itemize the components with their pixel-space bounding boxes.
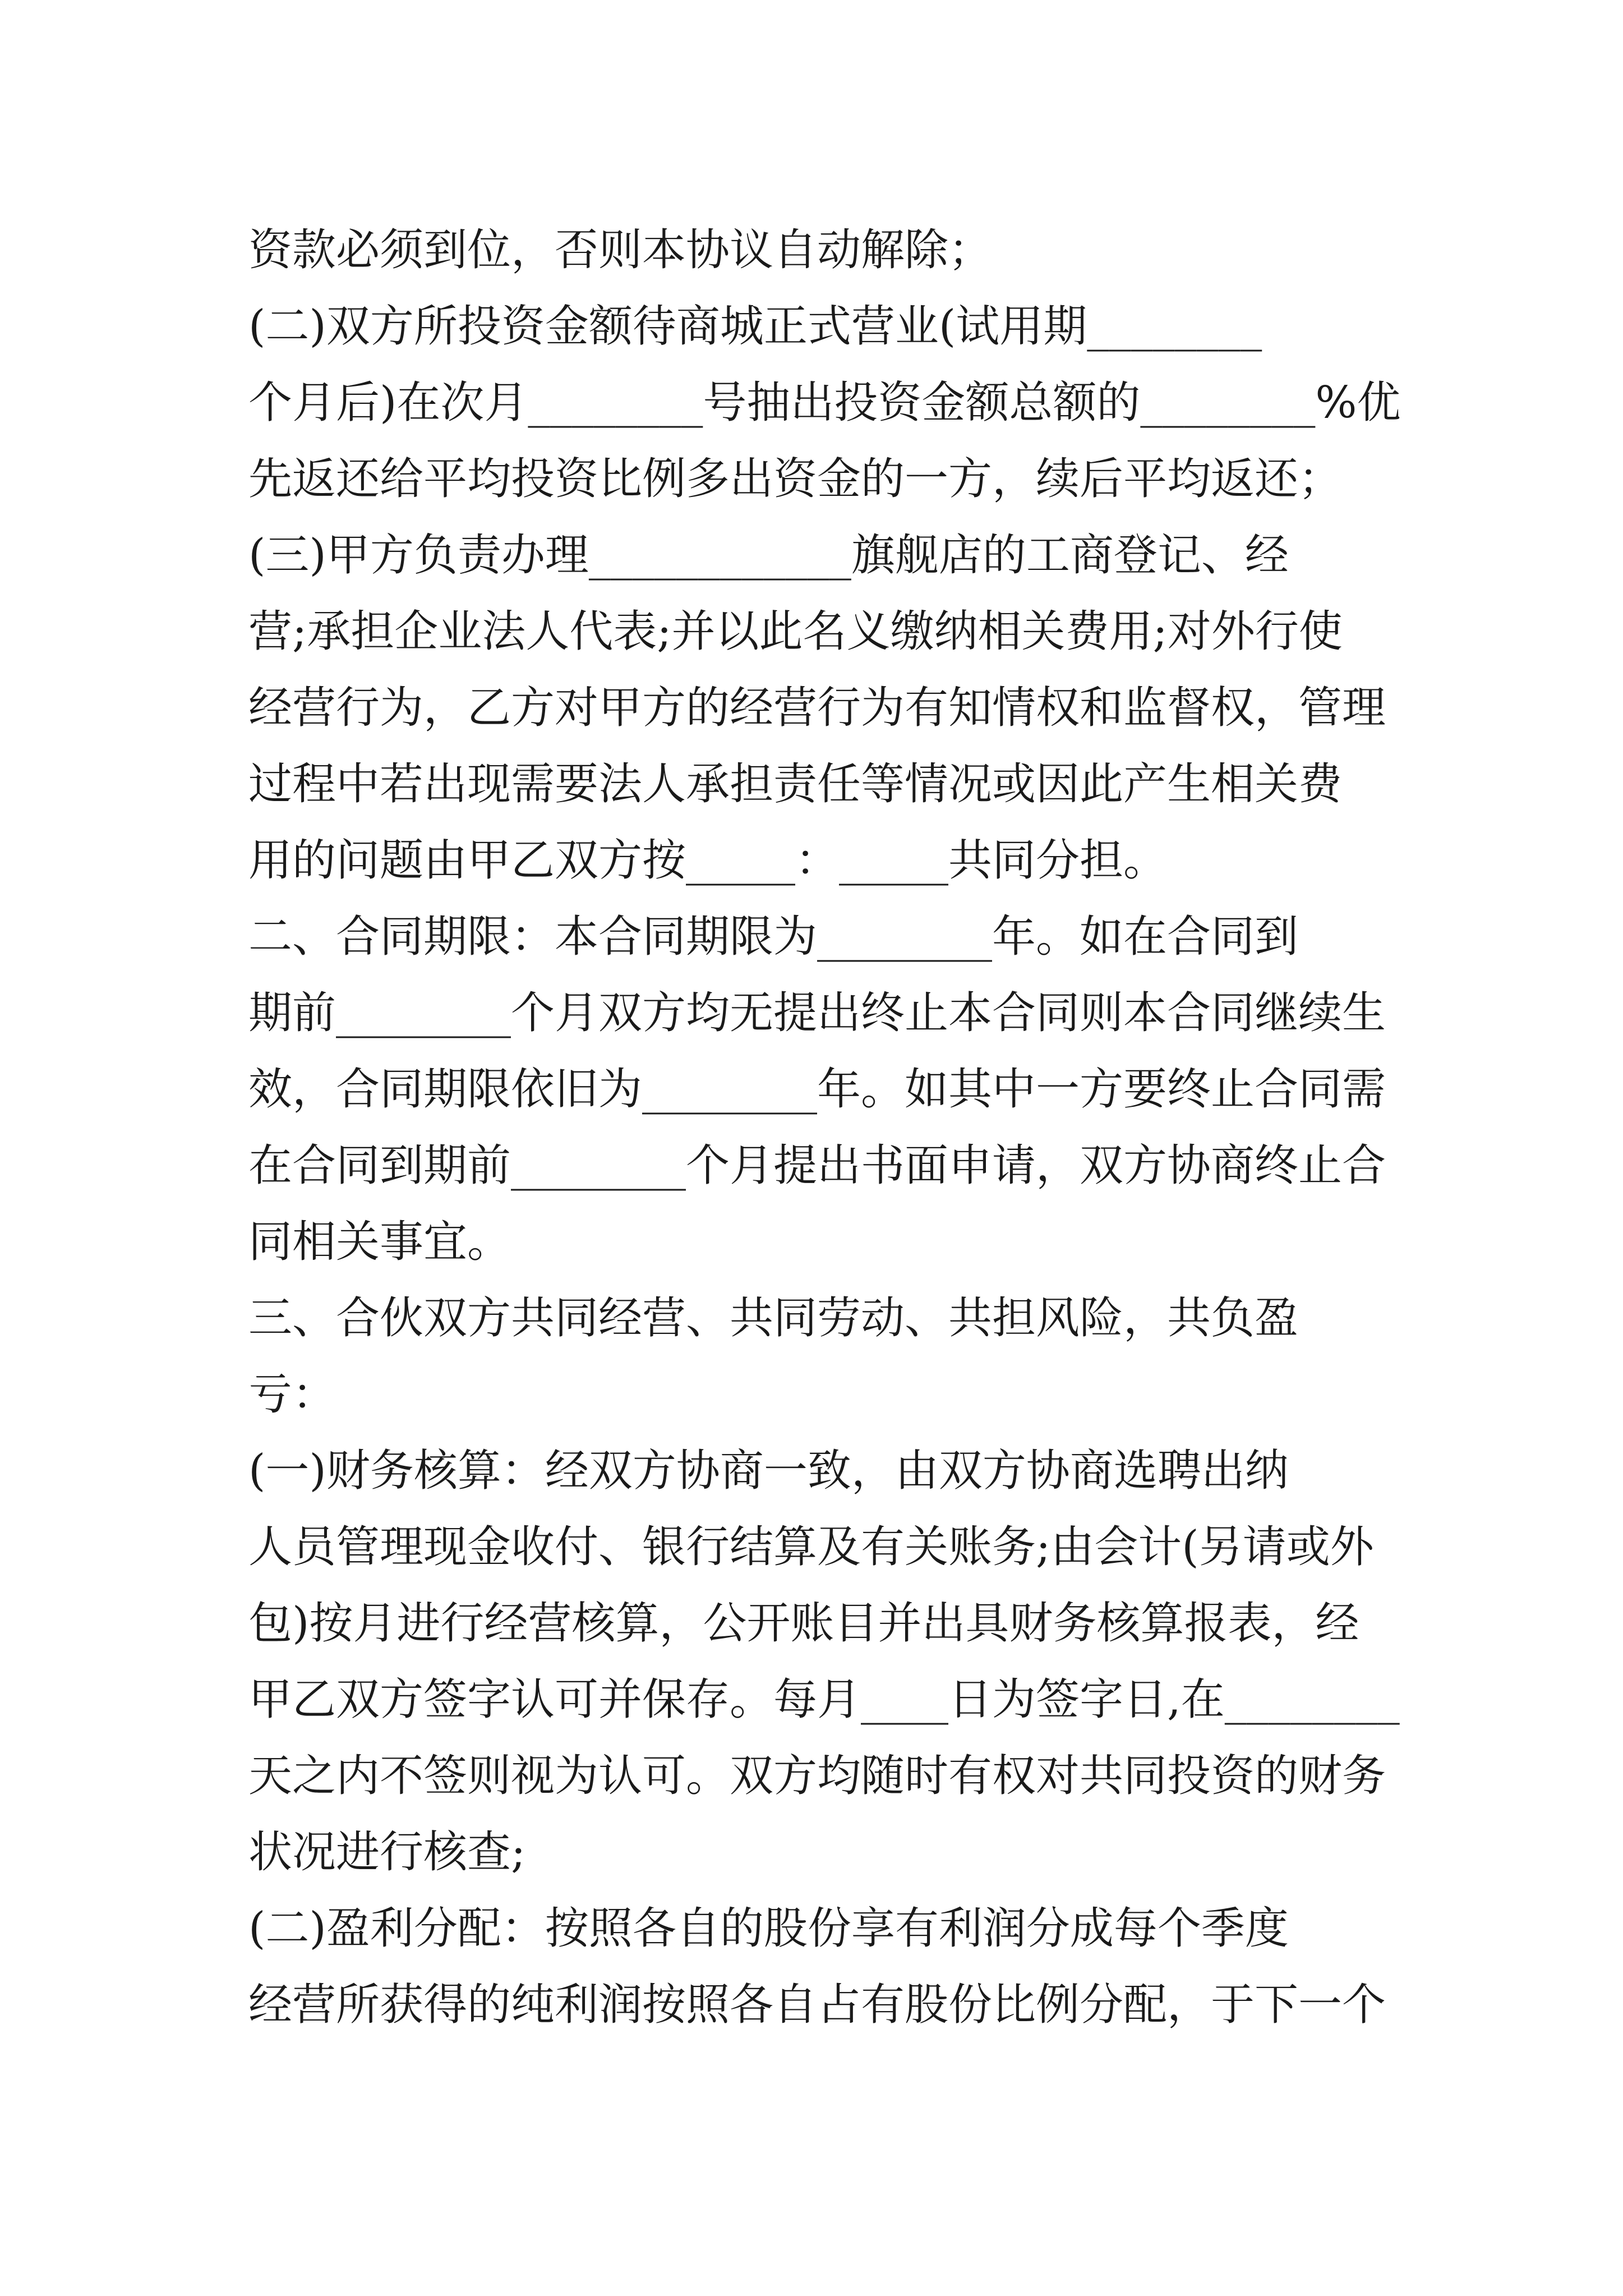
- text-line: [248, 365, 1401, 441]
- text-line-content: 天之内不签则视为认可。双方均随时有权对共同投资的财务: [248, 1751, 1386, 1801]
- text-line-content: 人员管理现金收付、银行结算及有关账务;由会计(另请或外: [248, 1522, 1374, 1572]
- text-line: [248, 1204, 1384, 1280]
- text-line: [248, 1738, 1384, 1814]
- text-line-content: 包)按月进行经营核算，公开账目并出具财务核算报表，经: [248, 1598, 1359, 1649]
- text-line: [248, 517, 1384, 593]
- text-line-content: 在合同到期前________个月提出书面申请，双方协商终止合: [248, 1140, 1386, 1191]
- text-line: [248, 288, 1384, 365]
- text-line: [248, 1585, 1384, 1662]
- text-line-content: 三、合伙双方共同经营、共同劳动、共担风险，共负盈: [248, 1293, 1299, 1343]
- text-line-content: (三)甲方负责办理____________旗舰店的工商登记、经: [248, 530, 1289, 581]
- text-line: [248, 1051, 1384, 1128]
- text-line-content: 亏：: [248, 1369, 336, 1420]
- text-line-content: (一)财务核算：经双方协商一致，由双方协商选聘出纳: [248, 1446, 1289, 1496]
- text-line: [248, 1509, 1384, 1585]
- text-line-content: (二)盈利分配：按照各自的股份享有利润分成每个季度: [248, 1903, 1289, 1954]
- text-line: [248, 593, 1384, 670]
- text-line-content: 经营行为，乙方对甲方的经营行为有知情权和监督权，管理: [248, 683, 1386, 733]
- text-line: [248, 899, 1384, 975]
- text-line-content: 营;承担企业法人代表;并以此名义缴纳相关费用;对外行使: [248, 606, 1343, 657]
- text-line-content: 经营所获得的纯利润按照各自占有股份比例分配，于下一个: [248, 1980, 1386, 2030]
- text-line: [248, 1128, 1384, 1204]
- text-line: [248, 1662, 1400, 1738]
- text-line: [248, 1433, 1384, 1509]
- text-line: [248, 441, 1384, 517]
- text-line-content: 个月后)在次月________号抽出投资金额总额的________%优: [248, 378, 1401, 428]
- text-line-content: 过程中若出现需要法人承担责任等情况或因此产生相关费: [248, 759, 1343, 809]
- text-line-content: (二)双方所投资金额待商城正式营业(试用期________: [248, 301, 1262, 352]
- text-line-content: 用的问题由甲乙双方按_____：_____共同分担。: [248, 835, 1168, 886]
- text-line-content: 状况进行核查;: [248, 1827, 526, 1878]
- text-line: [248, 670, 1384, 746]
- text-line: [248, 1356, 1384, 1433]
- document-body: [248, 212, 1401, 2043]
- text-line: [248, 212, 1384, 288]
- text-line-content: 先返还给平均投资比例多出资金的一方，续后平均返还；: [248, 454, 1343, 504]
- text-line-content: 二、合同期限：本合同期限为________年。如在合同到: [248, 912, 1299, 962]
- text-line-content: 甲乙双方签字认可并保存。每月____日为签字日,在________: [248, 1674, 1400, 1725]
- text-line: [248, 822, 1384, 899]
- text-line: [248, 1967, 1384, 2043]
- text-line-content: 期前________个月双方均无提出终止本合同则本合同继续生: [248, 988, 1386, 1038]
- text-line: [248, 1814, 1384, 1890]
- text-line: [248, 1890, 1384, 1967]
- text-line-content: 效，合同期限依旧为________年。如其中一方要终止合同需: [248, 1064, 1386, 1115]
- text-line-content: 同相关事宜。: [248, 1217, 511, 1267]
- text-line: [248, 975, 1384, 1051]
- text-line: [248, 1280, 1384, 1356]
- text-line: [248, 746, 1384, 822]
- text-line-content: 资款必须到位，否则本协议自动解除；: [248, 225, 993, 275]
